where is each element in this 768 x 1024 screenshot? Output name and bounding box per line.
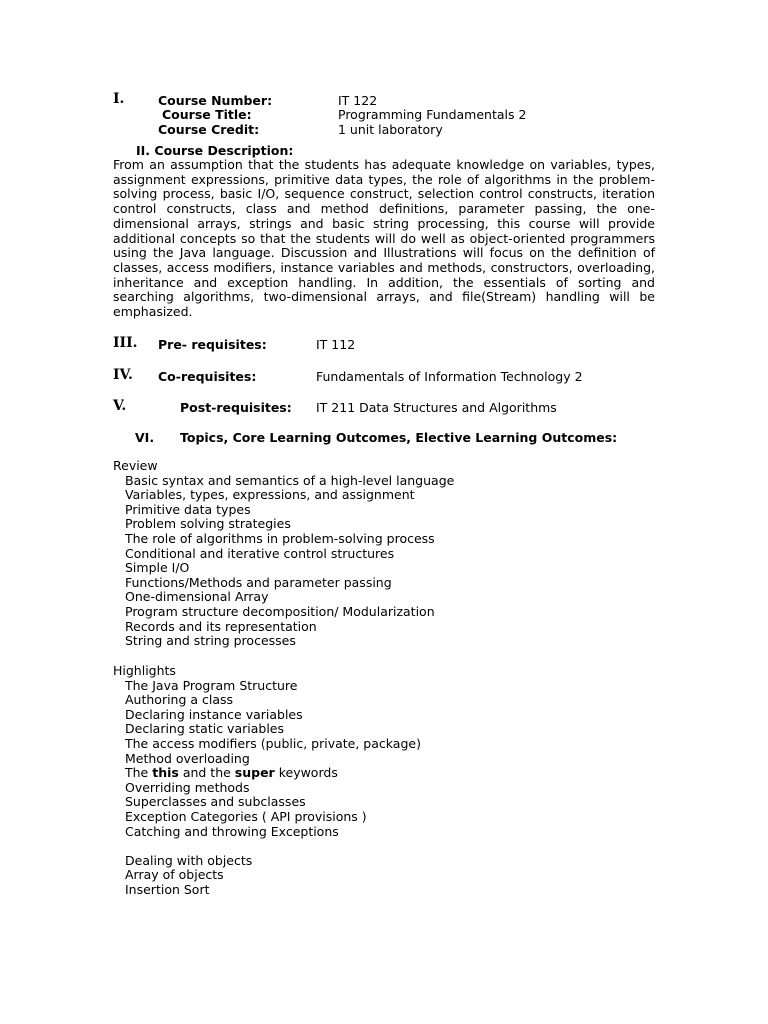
topics-heading: Topics, Core Learning Outcomes, Elective Learning Outcomes: xyxy=(180,430,618,445)
keyword-this: this xyxy=(152,765,179,781)
section-4-numeral: IV. xyxy=(113,367,133,383)
list-item: Records and its representation xyxy=(125,618,317,634)
corequisites-value: Fundamentals of Information Technology 2 xyxy=(316,369,583,384)
list-item: Simple I/O xyxy=(125,560,190,576)
keywords-pre: The xyxy=(125,765,153,781)
list-item: Exception Categories ( API provisions ) xyxy=(125,808,367,824)
prerequisites-value: IT 112 xyxy=(316,337,356,352)
section-1-numeral: I. xyxy=(113,91,125,107)
highlights-list xyxy=(113,664,421,898)
list-item: String and string processes xyxy=(125,633,296,649)
highlights-title: Highlights xyxy=(113,663,176,678)
list-item: Declaring instance variables xyxy=(125,706,303,722)
course-number-label: Course Number: xyxy=(158,93,273,108)
keywords-post: keywords xyxy=(274,765,338,781)
list-item-keywords xyxy=(113,766,421,781)
list-item: Problem solving strategies xyxy=(125,516,291,532)
keyword-super: super xyxy=(234,765,275,781)
list-item: Insertion Sort xyxy=(125,881,210,897)
list-item: Array of objects xyxy=(125,867,224,883)
list-item: Dealing with objects xyxy=(125,852,253,868)
postrequisites-label: Post-requisites: xyxy=(180,400,292,415)
prerequisites-label: Pre- requisites: xyxy=(158,337,267,352)
list-item: Conditional and iterative control structures xyxy=(125,545,395,561)
list-item: The Java Program Structure xyxy=(125,677,298,693)
list-item: Program structure decomposition/ Modularization xyxy=(125,603,435,619)
course-description-heading: II. Course Description: xyxy=(136,143,294,158)
review-list xyxy=(113,459,454,649)
postrequisites-value: IT 211 Data Structures and Algorithms xyxy=(316,400,557,415)
course-title-label: Course Title: xyxy=(162,107,252,122)
course-title-value: Programming Fundamentals 2 xyxy=(338,107,527,122)
list-item: Declaring static variables xyxy=(125,721,284,737)
section-5-numeral: V. xyxy=(113,398,127,414)
list-item: The access modifiers (public, private, package) xyxy=(125,735,421,751)
list-item: Overriding methods xyxy=(125,779,250,795)
list-item: Method overloading xyxy=(125,750,250,766)
list-item: Basic syntax and semantics of a high-level language xyxy=(125,472,455,488)
section-6-numeral: VI. xyxy=(135,430,155,445)
list-item: Variables, types, expressions, and assignment xyxy=(125,487,415,503)
review-title: Review xyxy=(113,458,158,473)
corequisites-label: Co-requisites: xyxy=(158,369,257,384)
keywords-mid: and the xyxy=(178,765,235,781)
list-item: Primitive data types xyxy=(125,501,251,517)
list-item: Functions/Methods and parameter passing xyxy=(125,574,392,590)
list-spacer xyxy=(113,839,421,854)
course-description-text: From an assumption that the students has adequate knowledge on variables, types, assignment expressions, primitive data types, the role of algorithms in the problem-solving process, basic I/O, sequence construct, selection control constructs, iteration control constructs, class and method definitions, parameter passing, the one-dimensional arrays, strings and basic string processing, this course will provide additional concepts so that the students will do well as object-oriented programmers using the Java language. Discussion and Illustrations will focus on the definition of classes, access modifiers, instance variables and methods, constructors, overloading, inheritance and exception handling. In addition, the essentials of sorting and searching algorithms, two-dimensional arrays, and file(Stream) handling will be emphasized. xyxy=(113,157,655,320)
list-item: Authoring a class xyxy=(125,692,234,708)
course-credit-label: Course Credit: xyxy=(158,122,260,137)
list-item: The role of algorithms in problem-solving process xyxy=(125,530,435,546)
list-item: Catching and throwing Exceptions xyxy=(125,823,339,839)
list-item: Superclasses and subclasses xyxy=(125,794,306,810)
course-number-value: IT 122 xyxy=(338,93,378,108)
course-credit-value: 1 unit laboratory xyxy=(338,122,443,137)
section-3-numeral: III. xyxy=(113,335,138,351)
list-item: One-dimensional Array xyxy=(125,589,269,605)
